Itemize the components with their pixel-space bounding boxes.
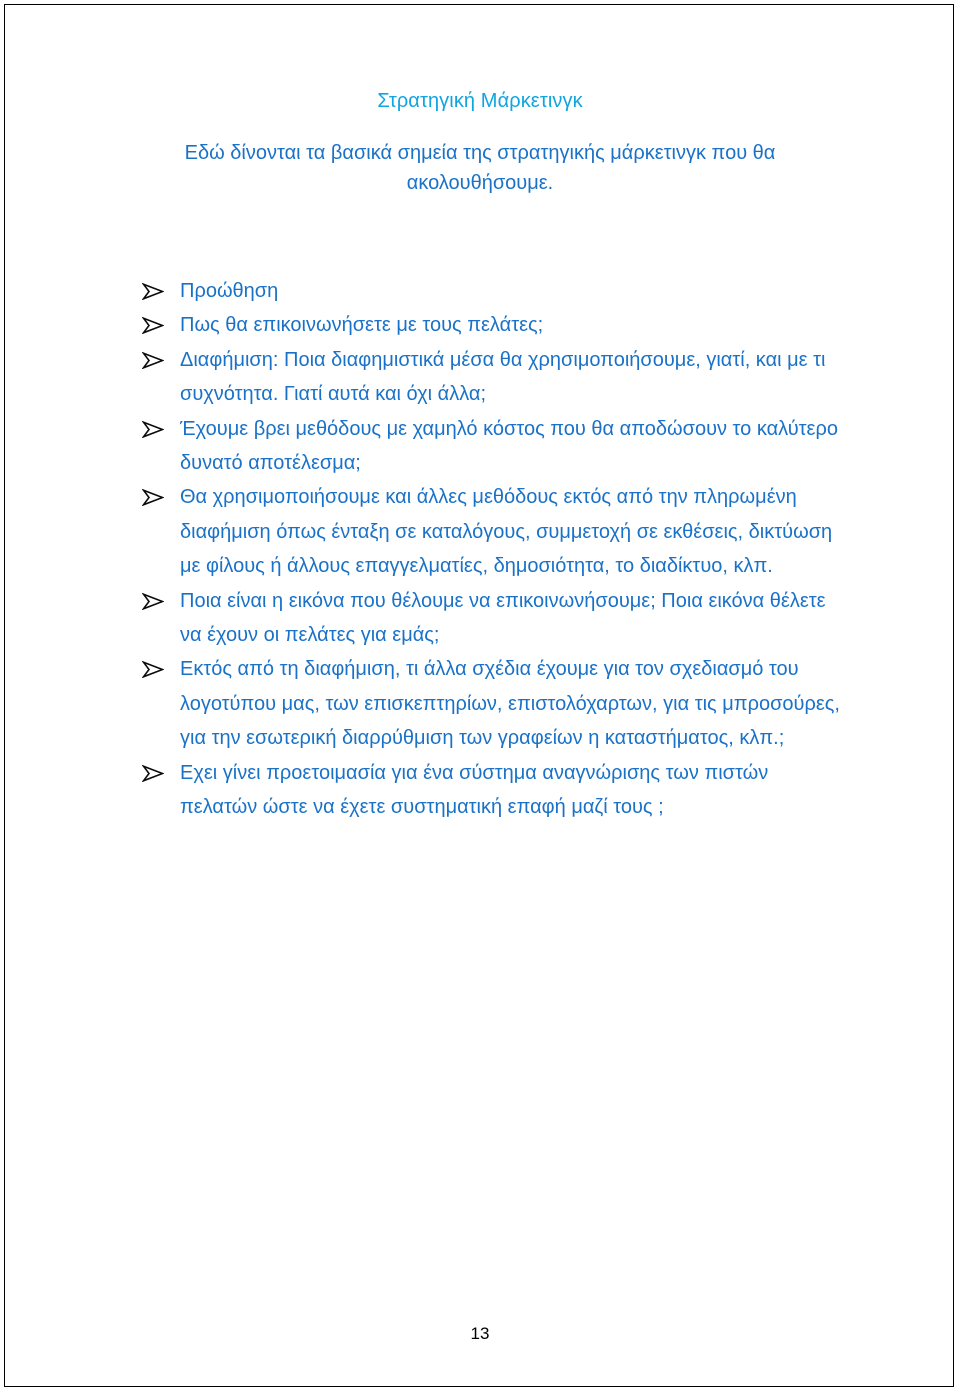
bullet-item-low-cost-methods — [142, 412, 842, 481]
document-title: Στρατηγική Μάρκετινγκ — [377, 90, 583, 112]
arrow-bullet-icon — [142, 352, 164, 369]
arrow-bullet-icon — [142, 765, 164, 782]
bullet-text: Ποια είναι η εικόνα που θέλουμε να επικοινωνήσουμε; Ποια εικόνα θέλετε να έχουν οι πελάτες για εμάς; — [180, 589, 826, 647]
arrow-bullet-icon — [142, 593, 164, 610]
bullet-item-promotion — [142, 274, 842, 308]
bullet-text: Εχει γίνει προετοιμασία για ένα σύστημα αναγνώρισης των πιστών πελατών ώστε να έχετε συστηματική επαφή μαζί τους ; — [180, 761, 769, 819]
bullet-text: Εκτός από τη διαφήμιση, τι άλλα σχέδια έχουμε για τον σχεδιασμό του λογοτύπου μας, των επισκεπτηρίων, επιστολόχαρτων, για τις μπροσούρες, για την εσωτερική διαρρύθμιση των γραφείων η καταστήματος, κλπ.; — [180, 658, 840, 750]
arrow-bullet-icon — [142, 489, 164, 506]
arrow-bullet-icon — [142, 283, 164, 300]
bullet-text: Πως θα επικοινωνήσετε με τους πελάτες; — [180, 314, 544, 337]
bullet-item-communication — [142, 308, 842, 342]
arrow-bullet-icon — [142, 661, 164, 678]
bullet-item-loyalty-system — [142, 756, 842, 825]
bullet-item-other-methods — [142, 480, 842, 583]
bullet-item-design-plans — [142, 652, 842, 755]
arrow-bullet-icon — [142, 421, 164, 438]
page-number: 13 — [470, 1324, 490, 1343]
intro-paragraph: Εδώ δίνονται τα βασικά σημεία της στρατηγικής μάρκετινγκ που θα ακολουθήσουμε. — [184, 142, 776, 194]
arrow-bullet-icon — [142, 317, 164, 334]
bullet-item-advertising — [142, 343, 842, 412]
bullet-item-image — [142, 584, 842, 653]
bullet-text: Διαφήμιση: Ποια διαφημιστικά μέσα θα χρησιμοποιήσουμε, γιατί, και με τι συχνότητα. Γιατί αυτά και όχι άλλα; — [180, 348, 826, 406]
bullet-text: Θα χρησιμοποιήσουμε και άλλες μεθόδους εκτός από την πληρωμένη διαφήμιση όπως ένταξη σε καταλόγους, συμμετοχή σε εκθέσεις, δικτύωση με φίλους ή άλλους επαγγελματίες, δημοσιότητα, το διαδίκτυο, κλπ. — [180, 486, 833, 578]
bullet-list — [142, 274, 842, 825]
bullet-text: Προώθηση — [180, 280, 279, 302]
bullet-text: Έχουμε βρει μεθόδους με χαμηλό κόστος που θα αποδώσουν το καλύτερο δυνατό αποτέλεσμα; — [180, 417, 838, 475]
